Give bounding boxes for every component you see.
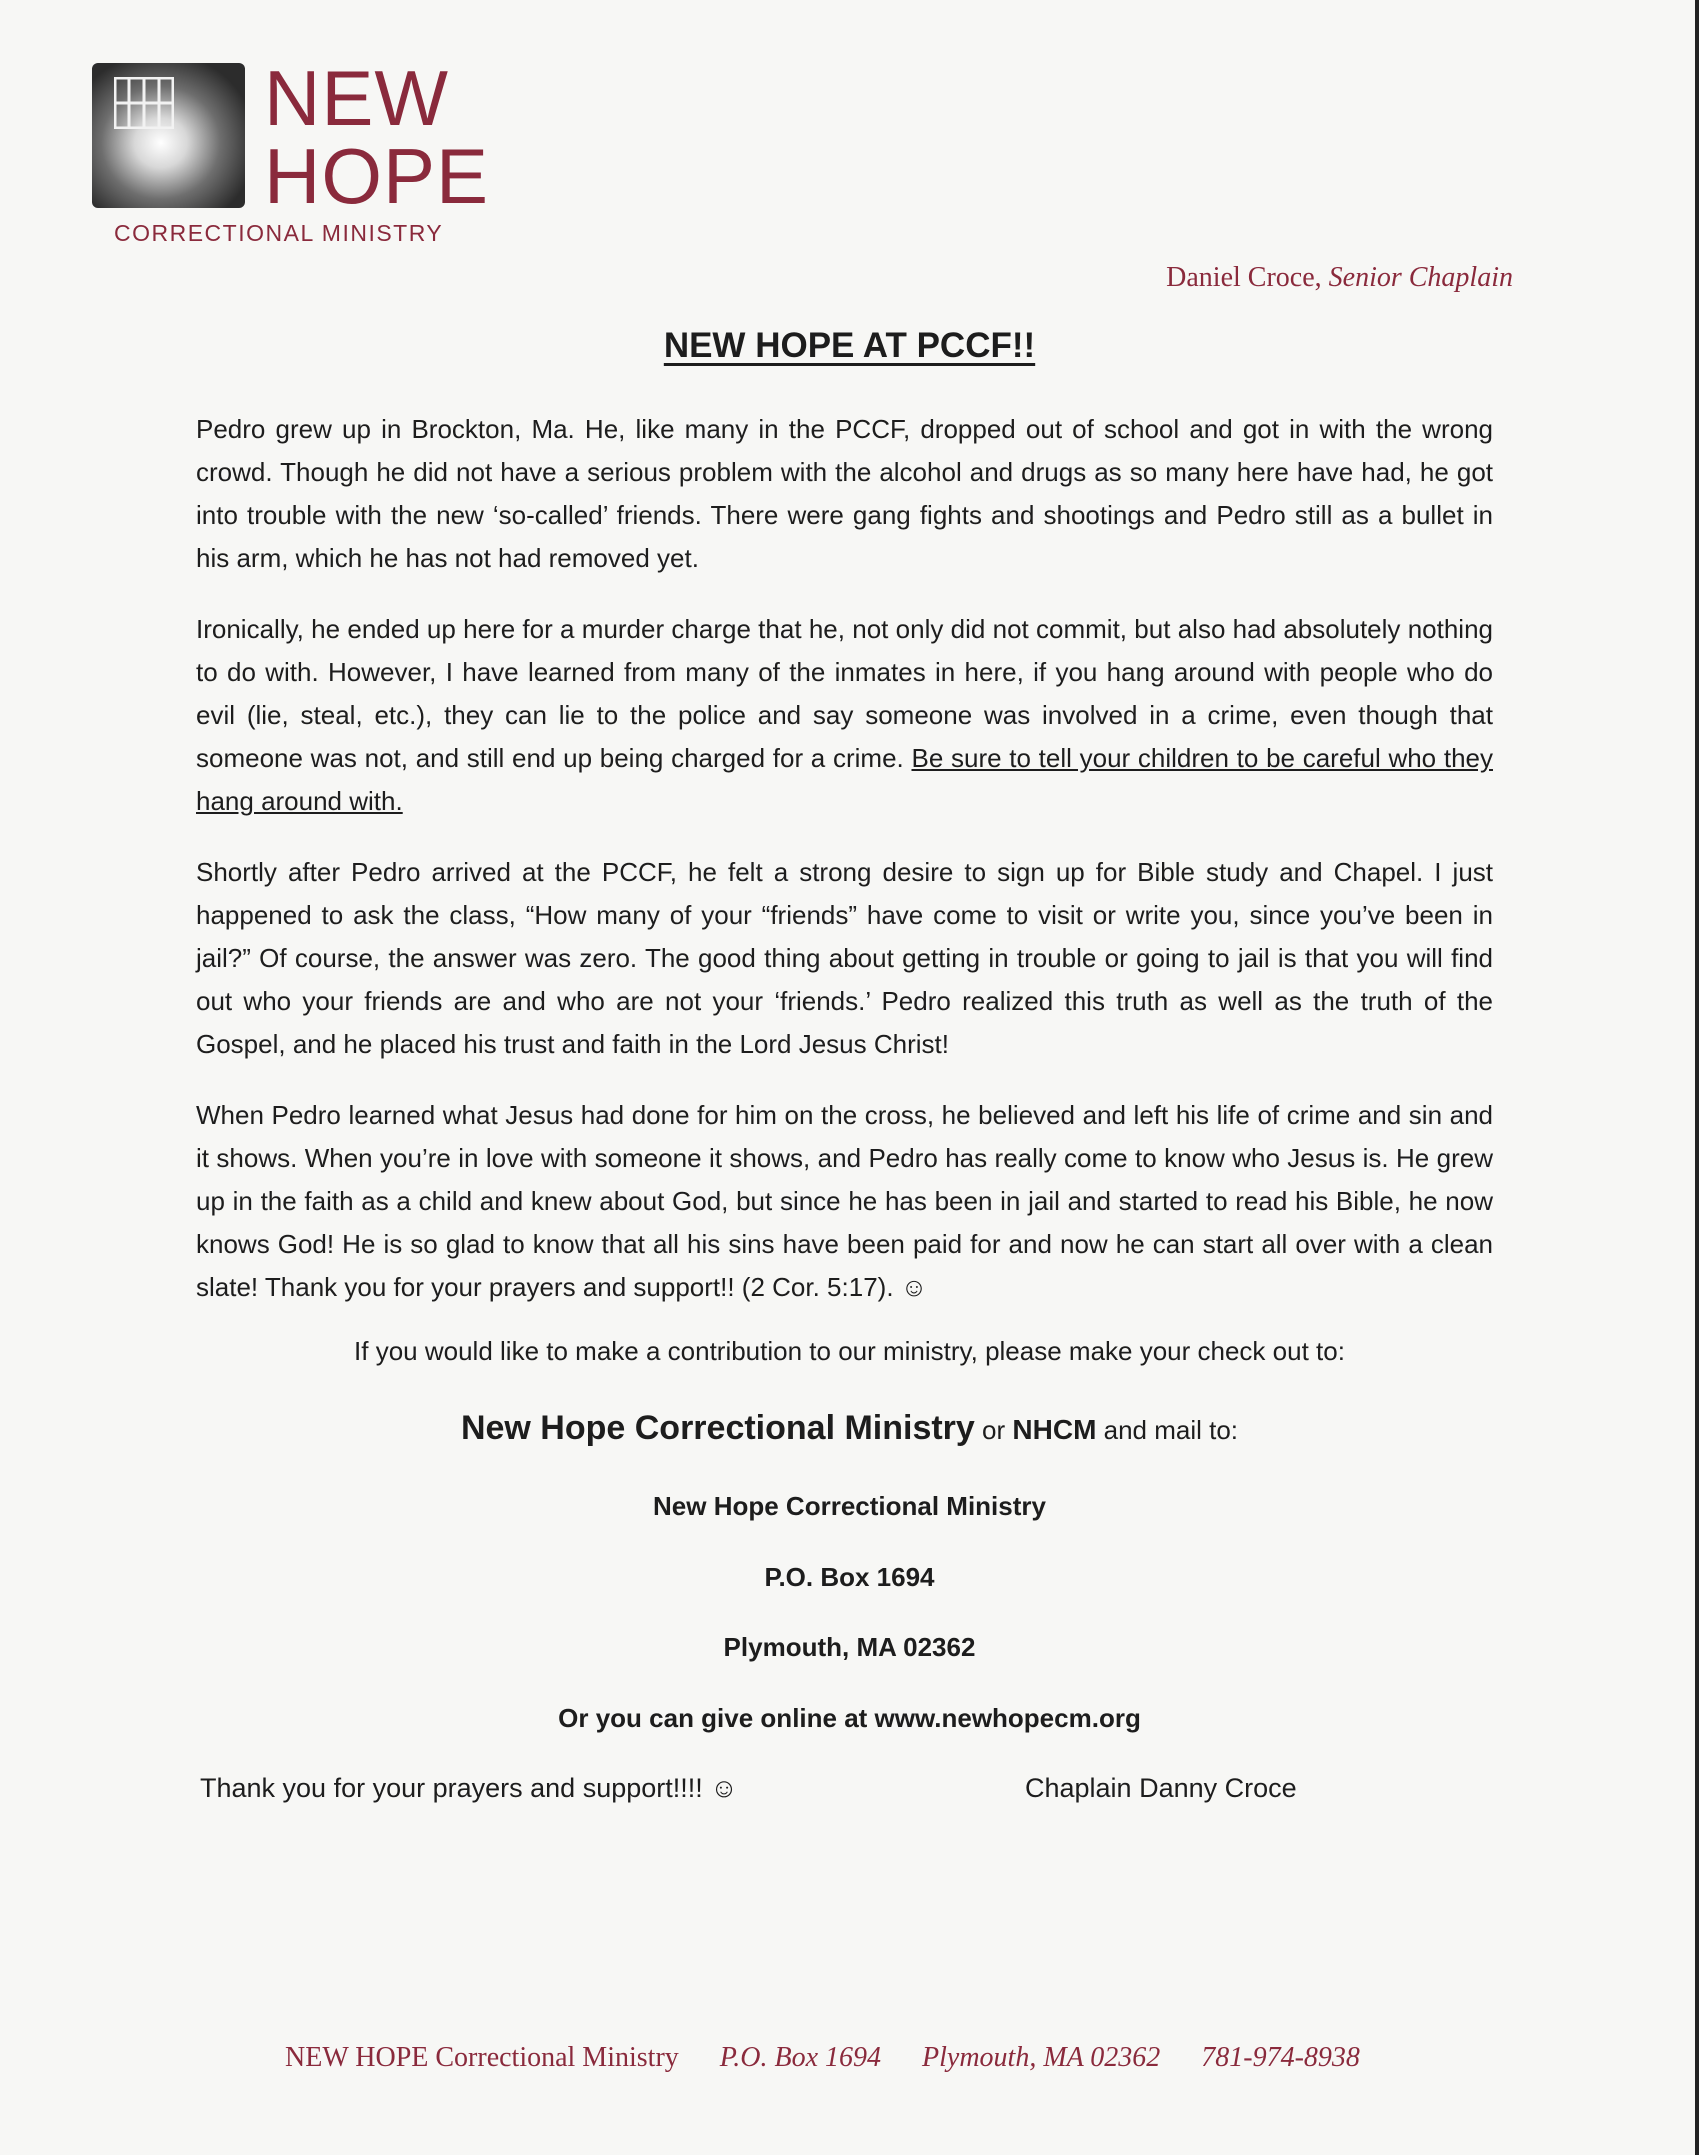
payee-or: or [974,1415,1013,1445]
letter-footer [285,2042,1394,2074]
contribution-intro: If you would like to make a contribution to our ministry, please make your check out to: [354,1336,1345,1366]
closing-signature: Chaplain Danny Croce [1025,1773,1297,1803]
title-text: NEW HOPE AT PCCF!! [663,326,1036,365]
footer-city: Plymouth, MA 02362 [922,2042,1161,2073]
logo-word-new: NEW [264,54,449,142]
footer-po-box: P.O. Box 1694 [719,2042,882,2073]
letter-body [196,408,1493,1337]
online-giving-line: Or you can give online at www.newhopecm.org [558,1703,1141,1733]
footer-phone: 781-974-8938 [1201,2042,1360,2073]
payee-name: New Hope Correctional Ministry [460,1409,975,1447]
scan-edge [1695,0,1699,2155]
address-name: New Hope Correctional Ministry [653,1491,1046,1521]
paragraph-2-text: Ironically, he ended up here for a murder charge that he, not only did not commit, but also had absolutely nothing to do with. However, I have learned from many of the inmates in here, if you hang around with people who do evil (lie, steal, etc.), they can lie to the police and say someone was involved in a crime, even though that someone was not, and still end up being charged for a crime. [196,614,1493,773]
paragraph-1: Pedro grew up in Brockton, Ma. He, like many in the PCCF, dropped out of school and got in with the wrong crowd. Though he did not have a serious problem with the alcohol and drugs as so many here have had, he got into trouble with the new ‘so-called’ friends. There were gang fights and shootings and Pedro still as a bullet in his arm, which he has not had removed yet. [196,414,1493,573]
address-po-box: P.O. Box 1694 [764,1562,935,1592]
closing-thanks: Thank you for your prayers and support!!!! ☺ [200,1773,738,1803]
contribution-payee-line [0,1409,1699,1448]
jail-window-logo-image [92,63,245,208]
logo-subtitle: CORRECTIONAL MINISTRY [114,220,444,246]
payee-mail: and mail to: [1096,1415,1239,1445]
paragraph-2 [196,608,1493,823]
chaplain-name: Daniel Croce, [1166,262,1322,293]
paragraph-4: When Pedro learned what Jesus had done for him on the cross, he believed and left his life of crime and sin and it shows. When you’re in love with someone it shows, and Pedro has really come to know who Jesus is. He grew up in the faith as a child and knew about God, but since he has been in jail and started to read his Bible, he now knows God! He is so glad to know that all his sins have been paid for and now he can start all over with a clean slate! Thank you for your prayers and support!! (2 Cor. 5:17). ☺ [196,1100,1493,1302]
footer-org: NEW HOPE Correctional Ministry [285,2042,679,2073]
address-city: Plymouth, MA 02362 [723,1632,976,1662]
logo-word-hope: HOPE [264,132,490,220]
paragraph-3: Shortly after Pedro arrived at the PCCF, he felt a strong desire to sign up for Bible study and Chapel. I just happened to ask the class, “How many of your “friends” have come to visit or write you, since you’ve been in jail?” Of course, the answer was zero. The good thing about getting in trouble or going to jail is that you will find out who your friends are and who are not your ‘friends.’ Pedro realized this truth as well as the truth of the Gospel, and he placed his trust and faith in the Lord Jesus Christ! [196,857,1493,1059]
ministry-logo [92,55,492,255]
window-bars-icon [114,77,174,129]
paragraph-2-underlined: Be sure to tell your children to be careful who they hang around with. [196,743,1493,816]
payee-abbr: NHCM [1012,1414,1097,1445]
letterhead-chaplain [1166,262,1513,294]
letter-title [0,326,1699,366]
chaplain-title: Senior Chaplain [1328,262,1513,293]
